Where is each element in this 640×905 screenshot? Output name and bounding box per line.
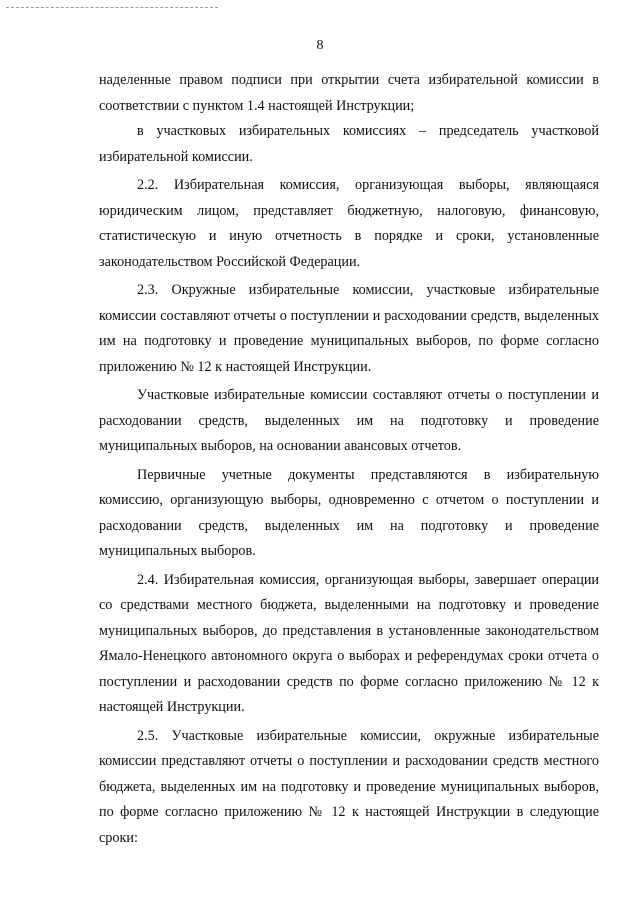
- document-body: [99, 68, 599, 851]
- page-number: 8: [316, 38, 324, 53]
- paragraph-2-2: 2.2. Избирательная комиссия, организующая выборы, являющаяся юридическим лицом, представляет бюджетную, налоговую, финансовую, статистическую и иную отчетность в порядке и сроки, установленные законодательством Российской Федерации.: [99, 177, 599, 270]
- paragraph-2-5: 2.5. Участковые избирательные комиссии, окружные избирательные комиссии представляют отчеты о поступлении и расходовании средств местного бюджета, выделенных им на подготовку и проведение муниципальных выборов, по форме согласно приложению № 12 к настоящей Инструкции в следующие сроки:: [99, 727, 599, 846]
- paragraph-precinct-chairman: в участковых избирательных комиссиях – председатель участковой избирательной комиссии.: [99, 123, 599, 165]
- paragraph-2-4: 2.4. Избирательная комиссия, организующая выборы, завершает операции со средствами местного бюджета, выделенными на подготовку и проведение муниципальных выборов, до представления в установленные законодательством Ямало-Ненецкого автономного округа о выборах и референдумах сроки отчета о поступлении и расходовании средств по форме согласно приложению № 12 к настоящей Инструкции.: [99, 571, 599, 715]
- scan-edge-rule: [6, 7, 218, 8]
- paragraph-2-3: 2.3. Окружные избирательные комиссии, участковые избирательные комиссии составляют отчеты о поступлении и расходовании средств, выделенных им на подготовку и проведение муниципальных выборов, по форме согласно приложению № 12 к настоящей Инструкции.: [99, 282, 599, 375]
- paragraph-precinct-reports: Участковые избирательные комиссии составляют отчеты о поступлении и расходовании средств, выделенных им на подготовку и проведение муниципальных выборов, на основании авансовых отчетов.: [99, 387, 599, 454]
- paragraph-continuation: наделенные правом подписи при открытии счета избирательной комиссии в соответствии с пунктом 1.4 настоящей Инструкции;: [99, 72, 599, 114]
- paragraph-primary-documents: Первичные учетные документы представляются в избирательную комиссию, организующую выборы, одновременно с отчетом о поступлении и расходовании средств, выделенных им на подготовку и проведение муниципальных выборов.: [99, 466, 599, 559]
